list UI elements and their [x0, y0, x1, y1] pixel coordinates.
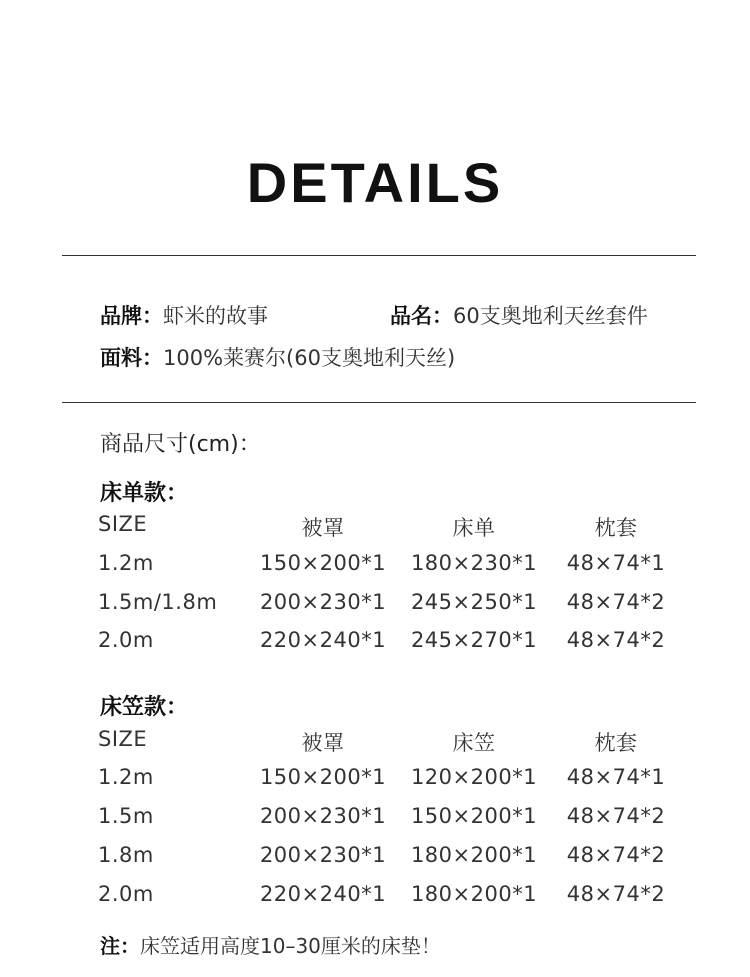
- size-heading: 商品尺寸(cm)：: [100, 432, 261, 457]
- divider-top: [62, 255, 696, 256]
- table-row: [0, 628, 750, 658]
- brand-label: 品牌：: [100, 304, 163, 328]
- sheet-cell: 245×270*1: [410, 628, 538, 652]
- fitted-sheet-cell: 120×200*1: [410, 765, 538, 789]
- size-cell: 1.5m: [98, 804, 154, 828]
- size-cell: 1.2m: [98, 551, 154, 575]
- duvet-cell: 150×200*1: [259, 765, 387, 789]
- product-name-info: [390, 300, 648, 330]
- sheet-cell: 245×250*1: [410, 590, 538, 614]
- table-row: [0, 843, 750, 873]
- column-header-duvet: 被罩: [301, 731, 345, 755]
- fabric-value: 100%莱赛尔(60支奥地利天丝): [163, 346, 456, 370]
- size-cell: 1.2m: [98, 765, 154, 789]
- column-header-duvet: 被罩: [301, 516, 345, 540]
- column-header-fitted-sheet: 床笠: [452, 731, 496, 755]
- table-row: [0, 551, 750, 581]
- duvet-cell: 220×240*1: [259, 628, 387, 652]
- sheet-set-heading: 床单款：: [100, 481, 189, 506]
- table-row: [0, 590, 750, 620]
- pillowcase-cell: 48×74*2: [566, 590, 666, 614]
- size-cell: 1.8m: [98, 843, 154, 867]
- column-header-sheet: 床单: [452, 516, 496, 540]
- fitted-sheet-cell: 180×200*1: [410, 843, 538, 867]
- footnote: [100, 930, 441, 959]
- table-header-row: [0, 727, 750, 757]
- table-header-row: [0, 512, 750, 542]
- pillowcase-cell: 48×74*2: [566, 843, 666, 867]
- duvet-cell: 150×200*1: [259, 551, 387, 575]
- table-row: [0, 804, 750, 834]
- fitted-sheet-cell: 180×200*1: [410, 882, 538, 906]
- brand-info: [100, 300, 268, 330]
- brand-value: 虾米的故事: [163, 304, 268, 328]
- table-row: [0, 882, 750, 912]
- column-header-pillowcase: 枕套: [594, 731, 638, 755]
- duvet-cell: 200×230*1: [259, 843, 387, 867]
- size-cell: 1.5m/1.8m: [98, 590, 218, 614]
- duvet-cell: 200×230*1: [259, 590, 387, 614]
- column-header-size: SIZE: [98, 512, 148, 536]
- pillowcase-cell: 48×74*2: [566, 628, 666, 652]
- column-header-size: SIZE: [98, 727, 148, 751]
- fitted-sheet-cell: 150×200*1: [410, 804, 538, 828]
- fabric-label: 面料：: [100, 346, 163, 370]
- product-name-value: 60支奥地利天丝套件: [453, 304, 648, 328]
- duvet-cell: 200×230*1: [259, 804, 387, 828]
- pillowcase-cell: 48×74*1: [566, 765, 666, 789]
- pillowcase-cell: 48×74*1: [566, 551, 666, 575]
- column-header-pillowcase: 枕套: [594, 516, 638, 540]
- page-title: DETAILS: [246, 151, 504, 214]
- pillowcase-cell: 48×74*2: [566, 882, 666, 906]
- duvet-cell: 220×240*1: [259, 882, 387, 906]
- sheet-cell: 180×230*1: [410, 551, 538, 575]
- footnote-text: 床笠适用高度10–30厘米的床垫！: [140, 934, 441, 958]
- divider-middle: [62, 402, 696, 403]
- size-cell: 2.0m: [98, 628, 154, 652]
- pillowcase-cell: 48×74*2: [566, 804, 666, 828]
- fitted-set-heading: 床笠款：: [100, 695, 189, 720]
- table-row: [0, 765, 750, 795]
- size-cell: 2.0m: [98, 882, 154, 906]
- footnote-label: 注：: [100, 934, 140, 958]
- fabric-info: [100, 342, 455, 372]
- product-name-label: 品名：: [390, 304, 453, 328]
